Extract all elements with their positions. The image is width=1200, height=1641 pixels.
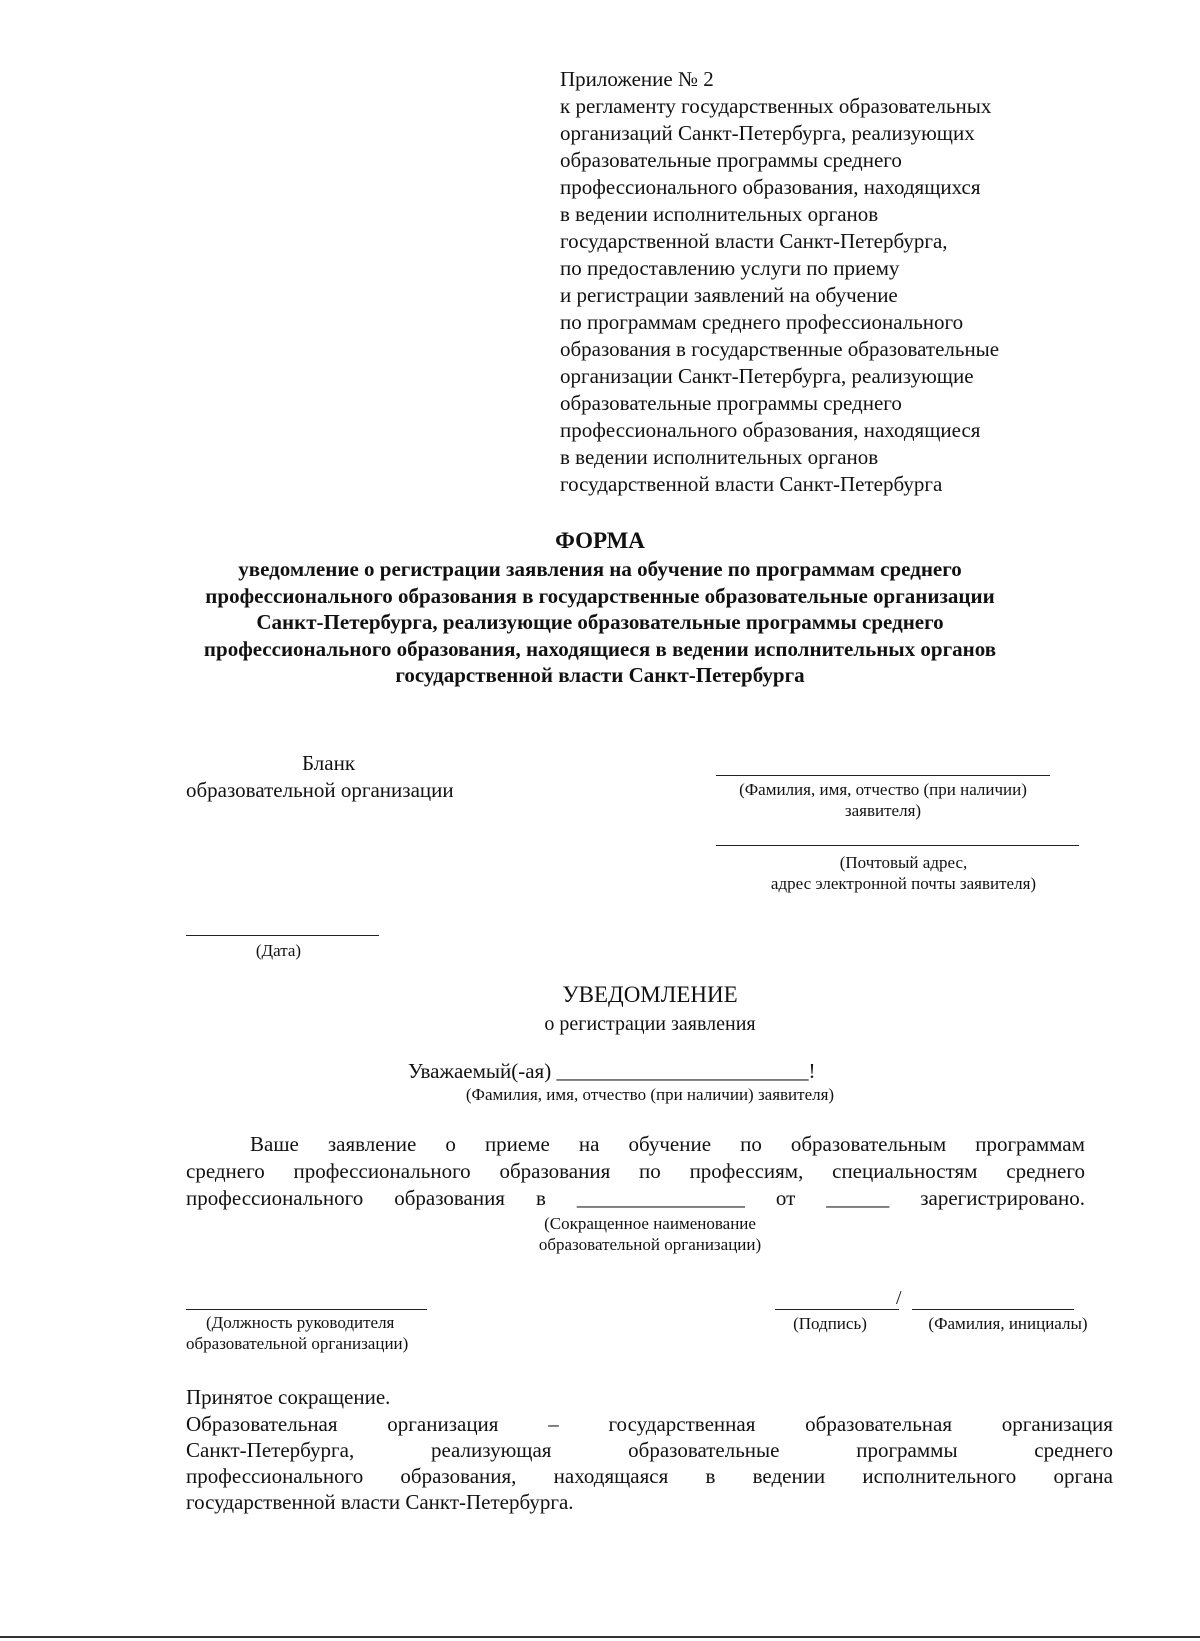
notice-title: УВЕДОМЛЕНИЕ (562, 982, 738, 1007)
abbreviation-line-1 (186, 1411, 1113, 1437)
caption-line: (Должность руководителя (206, 1313, 395, 1332)
org-blank-line: образовательной организации (186, 778, 454, 802)
word: профессионального (186, 1464, 364, 1488)
abbreviation-line-4: государственной власти Санкт-Петербурга. (186, 1490, 574, 1514)
body-line-1 (250, 1131, 1085, 1158)
word: среднего (1006, 1159, 1085, 1183)
abbreviation-line-2 (186, 1437, 1113, 1463)
greeting-name-blank[interactable]: ________________________ (556, 1059, 809, 1083)
org-blank-line: Бланк (302, 751, 356, 775)
surname-initials-line[interactable] (912, 1309, 1074, 1310)
org-name-blank[interactable]: ________________ (576, 1186, 745, 1210)
caption-line: образовательной организации) (538, 1235, 762, 1254)
form-heading-line: профессионального образования, находящиеся в ведении исполнительных органов (203, 636, 997, 661)
body-line-2 (186, 1158, 1085, 1185)
scan-bottom-edge (0, 1636, 1200, 1638)
word: государственная (608, 1412, 756, 1436)
appendix-line: по предоставлению услуги по приему (560, 256, 900, 280)
appendix-line: государственной власти Санкт-Петербурга (560, 472, 943, 496)
caption-line: адрес электронной почты заявителя) (770, 874, 1037, 893)
form-heading-line: профессионального образования в государственные образовательные организации (205, 583, 995, 608)
appendix-line: образовательные программы среднего (560, 148, 902, 172)
form-heading-line: государственной власти Санкт-Петербурга (395, 663, 805, 687)
position-line[interactable] (186, 1309, 427, 1310)
appendix-line: в ведении исполнительных органов (560, 202, 879, 226)
word: профессиям, (689, 1159, 804, 1183)
word: приеме (484, 1132, 550, 1156)
word: Санкт-Петербурга, (186, 1438, 355, 1462)
word: по (639, 1159, 661, 1183)
org-short-name-caption (500, 1213, 800, 1255)
word: зарегистрировано. (920, 1186, 1085, 1210)
word: образовательные (628, 1438, 780, 1462)
appendix-block (560, 66, 1160, 498)
appendix-line: в ведении исполнительных органов (560, 445, 879, 469)
appendix-line: и регистрации заявлений на обучение (560, 283, 898, 307)
abbreviation-line-3 (186, 1463, 1113, 1489)
date-line[interactable] (186, 935, 379, 936)
appendix-line: образования в государственные образовательные (560, 337, 1000, 361)
word: программы (856, 1438, 958, 1462)
signature-slash: / (896, 1287, 902, 1309)
word: на (578, 1132, 600, 1156)
word: находящаяся (553, 1464, 669, 1488)
signature-caption: (Подпись) (793, 1314, 867, 1333)
date-caption: (Дата) (255, 941, 302, 960)
appendix-line: образовательные программы среднего (560, 391, 902, 415)
word: Образовательная (186, 1412, 338, 1436)
word: программам (975, 1132, 1085, 1156)
appendix-line: к регламенту государственных образовательных (560, 94, 992, 118)
appendix-line: организации Санкт-Петербурга, реализующие (560, 364, 974, 388)
applicant-address-caption (736, 852, 1071, 894)
greeting-suffix: ! (808, 1059, 816, 1083)
word: образовательная (805, 1412, 953, 1436)
caption-line: (Почтовый адрес, (839, 853, 968, 872)
word: о (445, 1132, 456, 1156)
word: в (535, 1186, 546, 1210)
greeting-caption: (Фамилия, имя, отчество (при наличии) заявителя) (465, 1085, 835, 1104)
word: исполнительного (862, 1464, 1017, 1488)
word: образования (499, 1159, 611, 1183)
word: по (740, 1132, 762, 1156)
word: обучение (628, 1132, 712, 1156)
appendix-line: по программам среднего профессионального (560, 310, 964, 334)
applicant-name-line[interactable] (716, 775, 1050, 776)
word: образования, (400, 1464, 517, 1488)
appendix-line: профессионального образования, находящиеся (560, 418, 981, 442)
surname-initials-caption: (Фамилия, инициалы) (928, 1314, 1088, 1333)
word: Ваше (250, 1132, 299, 1156)
body-line-3 (186, 1185, 1085, 1212)
form-heading-line: Санкт-Петербурга, реализующие образовательные программы среднего (256, 610, 944, 634)
word: профессионального (293, 1159, 471, 1183)
word: организация (387, 1412, 499, 1436)
applicant-name-caption (716, 779, 1050, 821)
word: в (705, 1464, 716, 1488)
word: профессионального (186, 1186, 364, 1210)
signature-line[interactable] (775, 1309, 899, 1310)
appendix-line: государственной власти Санкт-Петербурга, (560, 229, 948, 253)
appendix-line: организаций Санкт-Петербурга, реализующих (560, 121, 975, 145)
position-caption (186, 1312, 408, 1354)
word: заявление (327, 1132, 417, 1156)
caption-line: заявителя) (844, 801, 922, 820)
word: организация (1001, 1412, 1113, 1436)
word: среднего (186, 1159, 265, 1183)
appendix-line: Приложение № 2 (560, 67, 714, 91)
form-label: ФОРМА (555, 528, 645, 553)
appendix-line: профессионального образования, находящихся (560, 175, 981, 199)
word: специальностям (832, 1159, 978, 1183)
registration-date-blank[interactable]: ______ (826, 1186, 890, 1210)
word: среднего (1034, 1438, 1113, 1462)
org-blank (186, 750, 516, 804)
applicant-address-line[interactable] (716, 845, 1079, 846)
word: образовательным (790, 1132, 947, 1156)
word: ведении (752, 1464, 826, 1488)
greeting-line (408, 1058, 815, 1084)
word: реализующая (430, 1438, 552, 1462)
notice-subtitle: о регистрации заявления (544, 1013, 756, 1035)
caption-line: (Сокращенное наименование (544, 1214, 756, 1233)
word: органа (1053, 1464, 1113, 1488)
word: образования (394, 1186, 505, 1210)
form-heading (100, 526, 1100, 689)
caption-line: (Фамилия, имя, отчество (при наличии) (739, 780, 1027, 799)
abbreviation-title: Принятое сокращение. (186, 1385, 391, 1409)
word: от (775, 1186, 796, 1210)
form-heading-line: уведомление о регистрации заявления на обучение по программам среднего (238, 557, 962, 581)
caption-line: образовательной организации) (186, 1334, 409, 1353)
greeting-prefix: Уважаемый(-ая) (408, 1059, 552, 1083)
word: – (548, 1412, 559, 1436)
